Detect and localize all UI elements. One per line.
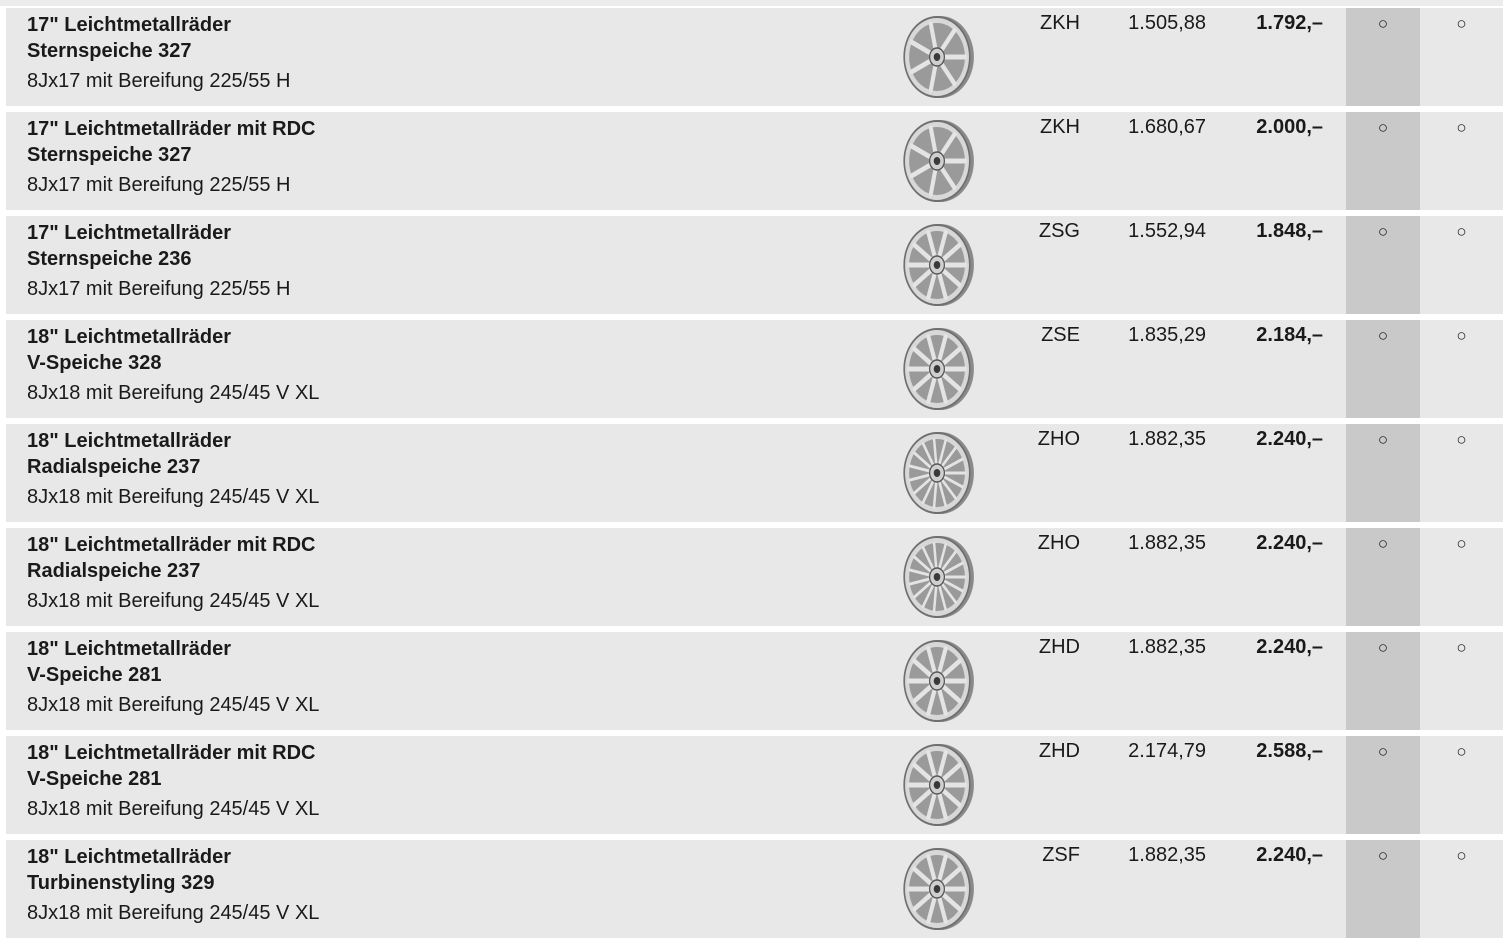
availability-col-1 [1346, 216, 1420, 314]
option-style: Sternspeiche 236 [27, 248, 192, 270]
availability-col-2 [1420, 840, 1503, 938]
availability-col-1 [1346, 528, 1420, 626]
gross-price: 1.792,– [1256, 12, 1323, 34]
wheel-image [894, 638, 980, 724]
availability-col-2 [1420, 112, 1503, 210]
table-row [6, 112, 1503, 210]
wheel-image [894, 430, 980, 516]
option-spec: 8Jx18 mit Bereifung 245/45 V XL [27, 486, 320, 508]
option-available-mark: ○ [1456, 118, 1467, 137]
net-price: 1.882,35 [1128, 532, 1206, 554]
option-available-mark: ○ [1377, 326, 1389, 345]
option-name [27, 220, 291, 302]
option-available-mark: ○ [1456, 638, 1467, 657]
option-title: 18" Leichtmetallräder [27, 846, 232, 868]
option-title: 18" Leichtmetallräder mit RDC [27, 742, 316, 764]
availability-col-1 [1346, 736, 1420, 834]
table-row [6, 216, 1503, 314]
net-price: 1.882,35 [1128, 636, 1206, 658]
option-name [27, 428, 319, 510]
option-name [27, 532, 319, 614]
option-name [27, 116, 315, 198]
availability-col-1 [1346, 112, 1420, 210]
option-style: Sternspeiche 327 [27, 40, 192, 62]
option-title: 17" Leichtmetallräder mit RDC [27, 118, 316, 140]
option-name [27, 844, 319, 926]
option-name [27, 740, 319, 822]
option-available-mark: ○ [1456, 326, 1467, 345]
availability-col-2 [1420, 736, 1503, 834]
option-available-mark: ○ [1377, 14, 1389, 33]
table-row [6, 320, 1503, 418]
option-code: ZHO [1037, 532, 1080, 554]
table-row [6, 8, 1503, 106]
net-price: 1.882,35 [1128, 428, 1206, 450]
net-price: 1.552,94 [1128, 220, 1206, 242]
option-spec: 8Jx17 mit Bereifung 225/55 H [27, 70, 291, 92]
option-style: Turbinenstyling 329 [27, 872, 215, 894]
wheel-image [894, 14, 980, 100]
gross-price: 2.000,– [1256, 116, 1323, 138]
option-code: ZHD [1038, 740, 1080, 762]
availability-col-1 [1346, 840, 1420, 938]
option-available-mark: ○ [1377, 222, 1389, 241]
net-price: 1.835,29 [1128, 324, 1206, 346]
availability-col-2 [1420, 216, 1503, 314]
net-price: 2.174,79 [1128, 740, 1206, 762]
option-name [27, 12, 291, 94]
option-style: V-Speiche 281 [27, 768, 162, 790]
table-row [6, 632, 1503, 730]
table-row [6, 840, 1503, 938]
option-code: ZSF [1042, 844, 1080, 866]
option-code: ZSG [1038, 220, 1080, 242]
availability-col-2 [1420, 320, 1503, 418]
option-available-mark: ○ [1377, 638, 1389, 657]
option-available-mark: ○ [1377, 742, 1389, 761]
gross-price: 2.240,– [1256, 844, 1323, 866]
availability-col-2 [1420, 632, 1503, 730]
wheel-image [894, 222, 980, 308]
option-title: 18" Leichtmetallräder mit RDC [27, 534, 316, 556]
option-available-mark: ○ [1377, 430, 1389, 449]
table-row [6, 424, 1503, 522]
option-spec: 8Jx18 mit Bereifung 245/45 V XL [27, 902, 320, 924]
table-row [6, 736, 1503, 834]
availability-col-1 [1346, 320, 1420, 418]
net-price: 1.505,88 [1128, 12, 1206, 34]
option-available-mark: ○ [1456, 430, 1467, 449]
option-spec: 8Jx18 mit Bereifung 245/45 V XL [27, 694, 320, 716]
option-available-mark: ○ [1377, 534, 1389, 553]
option-title: 18" Leichtmetallräder [27, 430, 232, 452]
option-code: ZHO [1037, 428, 1080, 450]
gross-price: 2.240,– [1256, 428, 1323, 450]
gross-price: 2.184,– [1256, 324, 1323, 346]
gross-price: 1.848,– [1256, 220, 1323, 242]
option-available-mark: ○ [1456, 742, 1467, 761]
wheel-image [894, 846, 980, 932]
option-available-mark: ○ [1377, 846, 1389, 865]
top-strip [0, 0, 1503, 6]
option-available-mark: ○ [1456, 534, 1467, 553]
option-title: 18" Leichtmetallräder [27, 638, 232, 660]
option-spec: 8Jx17 mit Bereifung 225/55 H [27, 278, 291, 300]
option-code: ZSE [1041, 324, 1080, 346]
option-title: 17" Leichtmetallräder [27, 14, 232, 36]
option-style: Sternspeiche 327 [27, 144, 192, 166]
wheel-image [894, 534, 980, 620]
availability-col-1 [1346, 632, 1420, 730]
availability-col-2 [1420, 528, 1503, 626]
availability-col-1 [1346, 8, 1420, 106]
net-price: 1.680,67 [1128, 116, 1206, 138]
option-spec: 8Jx17 mit Bereifung 225/55 H [27, 174, 291, 196]
option-available-mark: ○ [1456, 222, 1467, 241]
wheel-image [894, 326, 980, 412]
availability-col-2 [1420, 8, 1503, 106]
wheel-image [894, 118, 980, 204]
option-title: 18" Leichtmetallräder [27, 326, 232, 348]
option-style: V-Speiche 281 [27, 664, 162, 686]
option-code: ZHD [1038, 636, 1080, 658]
option-style: Radialspeiche 237 [27, 456, 201, 478]
option-style: V-Speiche 328 [27, 352, 162, 374]
option-code: ZKH [1040, 116, 1080, 138]
option-available-mark: ○ [1456, 14, 1467, 33]
table-row [6, 528, 1503, 626]
availability-col-2 [1420, 424, 1503, 522]
option-spec: 8Jx18 mit Bereifung 245/45 V XL [27, 382, 320, 404]
wheel-options-table [6, 8, 1503, 938]
gross-price: 2.588,– [1256, 740, 1323, 762]
gross-price: 2.240,– [1256, 636, 1323, 658]
option-title: 17" Leichtmetallräder [27, 222, 232, 244]
option-name [27, 324, 319, 406]
wheel-image [894, 742, 980, 828]
option-spec: 8Jx18 mit Bereifung 245/45 V XL [27, 590, 320, 612]
option-available-mark: ○ [1456, 846, 1467, 865]
availability-col-1 [1346, 424, 1420, 522]
gross-price: 2.240,– [1256, 532, 1323, 554]
option-available-mark: ○ [1377, 118, 1389, 137]
net-price: 1.882,35 [1128, 844, 1206, 866]
option-name [27, 636, 319, 718]
option-code: ZKH [1040, 12, 1080, 34]
option-spec: 8Jx18 mit Bereifung 245/45 V XL [27, 798, 320, 820]
option-style: Radialspeiche 237 [27, 560, 201, 582]
